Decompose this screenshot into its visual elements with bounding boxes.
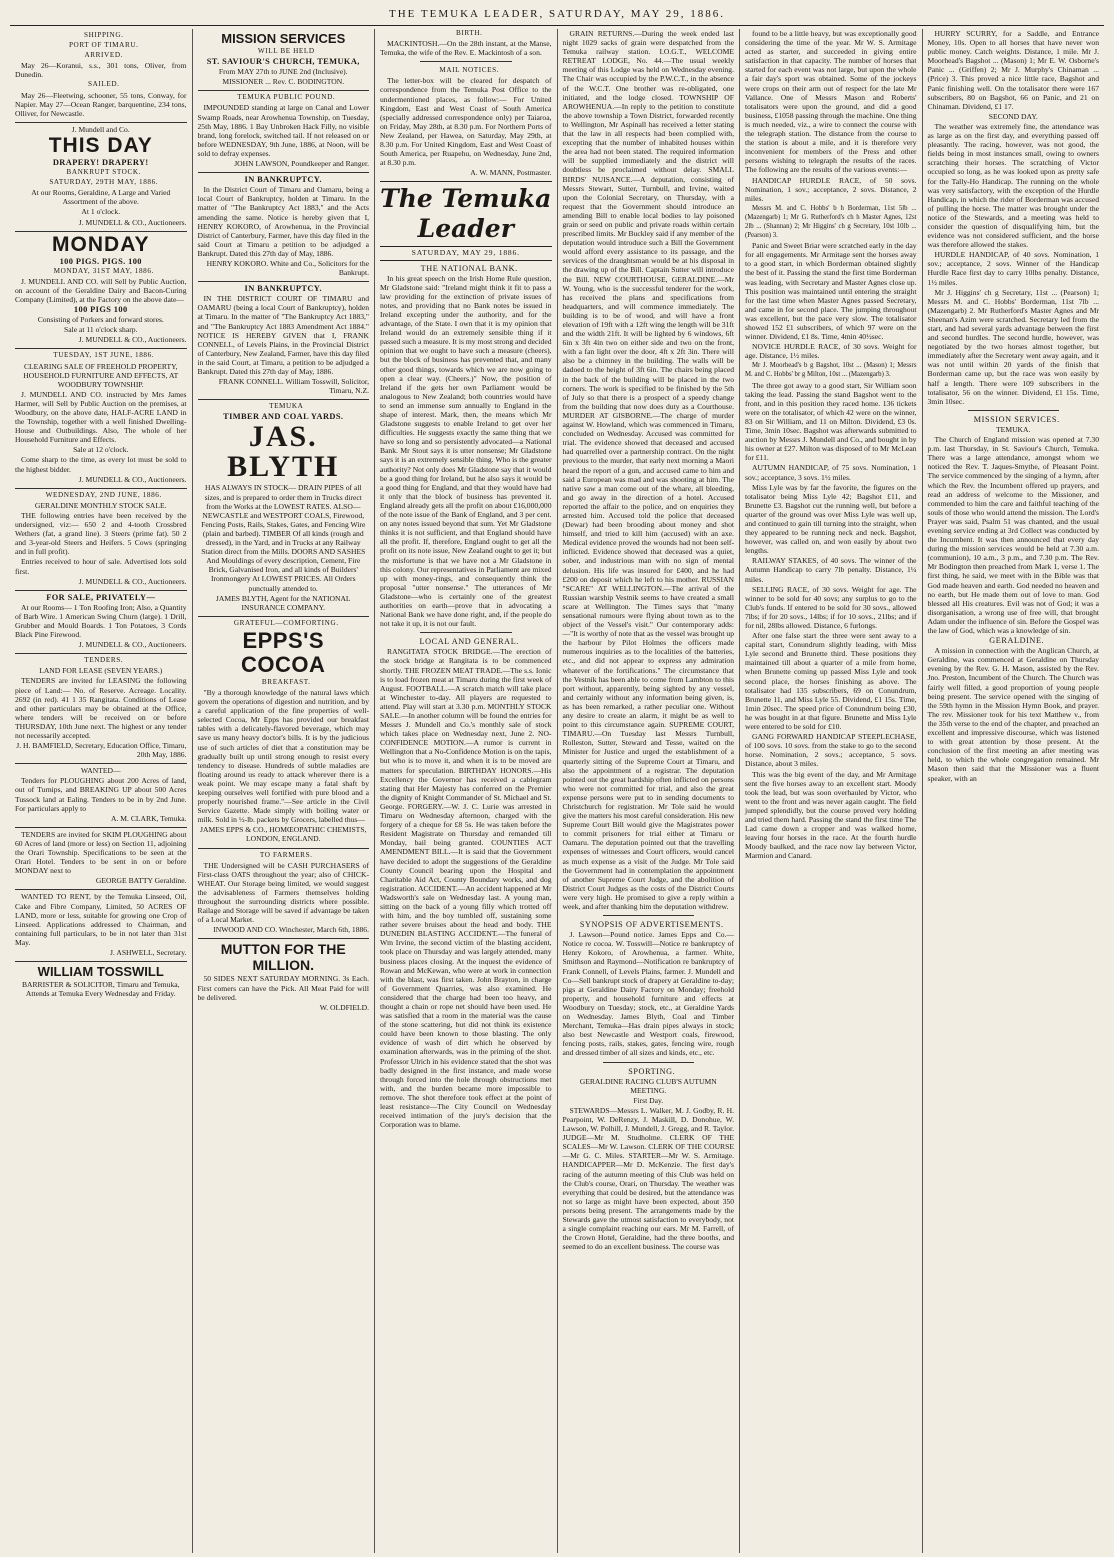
pigs-text: J. MUNDELL AND CO. will Sell by Public Auction, on account of the Geraldine Dairy and Bacon-Curing Company (Limited), at the Factory on the above date— bbox=[15, 276, 187, 304]
mutton-ad bbox=[198, 939, 370, 1015]
mission-ad bbox=[198, 29, 370, 91]
column-4 bbox=[558, 29, 741, 1553]
synopsis-heading: SYNOPSIS OF ADVERTISEMENTS. bbox=[579, 920, 724, 930]
grain-article: GRAIN RETURNS.—During the week ended last night 1029 sacks of grain were despatched from the Temuka railway station. I.O.G.T., WELCOME RETREAT LODGE, No. 44.—The usual weekly meeting of this Lodge was held on Wednesday evening. The Chair was occupied by the P.W.C.T., in the absence of the W.C.T. One brother was re-obligated, one initiated, and the lodge closed. TOWNSHIP OF AROWHENUA.—In reply to the petition to constitute the above township a Town District, forwarded recently to Wellington, Mr Aspinall has received a letter stating that the law in all respects had been complied with, excepting that the number of inhabited houses within the area had not been stated. The required information will be supplied immediately and the district will doubtless be proclaimed without delay. SMALL BIRDS' NUISANCE.—A deputation, consisting of Messrs Stewart, Sutter, Turnbull, and Irvine, waited upon the Colonial Secretary, on Thursday, with a request that the Government should introduce an amending Bill to enable local bodies to lay poisoned grain or seed on public and private roads within certain prescribed limits. Mr Buckley said if any member of the deputation would introduce such a Bill the Government would afford every assistance to its passage, and the services of the draughtsman would be at his disposal in the drawing up of the Bill. Captain Sutter will introduce the Bill. NEW COURTHOUSE, GERALDINE.—Mr W. Young, who is the successful tenderer for the work, has received the plans and specifications from headquarters, and will commence immediately. The building is to be of wood, and will have a front elevation of 19ft with a 12ft wing the length will be 31ft and the width 21ft. It will be lighted by 6 windows, 6ft 6in x 3ft 4in two on either side and two on the front, with a fan light over the door, 4ft x 2ft 3in. There will also be a chimney in the building. The walls will be dadoed to the height of 3ft 6in. The chairs being placed in the back of the building will be placed in the two corners. The work is specified to be finished by the 5th of July so that there is a prospect of a speedy change from the building that now does duty as a Courthouse. MURDER AT GISBORNE.—The charge of murder against W. Howland, which was commenced in Timaru, concluded on Wednesday. Accused was committed for trial. The evidence showed that deceased and accused had quarrelled over a partnership contract. On the night previous to the murder, that early next morning a Maori heard the report of a gun, and accused came to him and said a European was mad and was shooting at him. The native saw a man come out of the whare, all bleeding, and go away in the direction of a hotel. Accused reported the affair to the police, and on enquiries they arrested him. Accused told the police that deceased (Dewar) had been brooding about money and shot himself, and tried to kill him (accused) with an axe. Medical evidence proved the wounds had not been self-inflicted. Evidence showed that deceased was a quiet, sober, and industrious man with no sign of mental delusion. His life was insured for £400, and he had £200 on deposit which he left to his mother. RUSSIAN "SCARE" AT WELLINGTON.—The arrival of the Russian warship Vestnik seems to have created a small scare at Wellington. The Times says that "many sensational rumours were flying about town as to the object of the Vessel's visit." Our contemporary adds:—"It is worthy of note that as the vessel was brought up the harbour by Pilot Holmes the officers made numerous inquiries as to the localities of the batteries, etc., and did not appear to express any admiration whatever of the fortifications." The circumstance that the Vestnik has been able to come from Lambton to this port without, apparently, being sighted by any vessel, and certainly without any information being given, is, as has been remarked, a rather peculiar one. Without any desire to create an alarm, it might be as well to point to this circumstance again. SUPREME COURT, TIMARU.—On Tuesday last Messrs Turnbull, Rolleston, Sutter, Steward and Tesse, waited on the Minister for Justice and urged the establishment of a quarterly sitting of the Supreme Court at Timaru, and also the appointment of a registrar. The deputation pointed out the great hardship often inflicted on persons who were not committed for trial, and also the great expense persons were put to in sending documents to Christchurch for registration. Mr Tole said he would give the matters his most careful consideration. His new Supreme Court Bill would give the Magistrates power to commit prisoners for trial either at Timaru or Oamaru. The deputation pointed out that the travelling expenses of witnesses and Court officers, would cancel as much expense as a visit of the Judge. Mr Tole said the Government had in contemplation the appointment of another Supreme Court Judge, and the abolition of District Court Judges as the costs of the District Courts were very high. He promised to give a reply within a week, and after thanking him the deputation withdrew. bbox=[562, 29, 734, 911]
column-2 bbox=[193, 29, 376, 1553]
mission-sub: WILL BE HELD bbox=[257, 47, 315, 55]
lease-ad bbox=[15, 654, 187, 764]
skim-sign: GEORGE BATTY Geraldine. bbox=[95, 876, 187, 886]
novice-heading: NOVICE HURDLE RACE, of 30 sovs. Weight for age. Distance, 1½ miles. bbox=[745, 342, 917, 361]
blyth-text: HAS ALWAYS IN STOCK— DRAIN PIPES of all sizes, and is prepared to order them in Trucks direct from the Works at the LOWEST RATES. ALSO— NEWCASTLE and WESTPORT COALS, Firewood, Fencing Posts, Rails, Stakes, Gates, and Fencing Wire (plain and barbed). TIMBER Of all kinds (rough and dressed), in the Yard, and in Trucks at any Railway Station direct from the Mills. DOORS AND SASHES And Mouldings of every description, Cement, Fire Brick, Galvanised Iron, and all kinds of Builders' Ironmongery At LOWEST PRICES. All Orders punctually attended to. bbox=[201, 483, 366, 593]
bankruptcy-ad-1 bbox=[198, 173, 370, 282]
tosswill-text: BARRISTER & SOLICITOR, Timaru and Temuka, Attends at Temuka Every Wednesday and Friday. bbox=[21, 980, 180, 999]
second-day-heading: SECOND DAY. bbox=[988, 111, 1038, 121]
epps-sign: JAMES EPPS & CO., HOMŒOPATHIC CHEMISTS, LONDON, ENGLAND. bbox=[200, 825, 367, 844]
timber-heading: TIMBER AND COAL YARDS. bbox=[223, 412, 344, 422]
sat-date: SATURDAY, 29TH MAY, 1886. bbox=[49, 178, 159, 187]
clearing-text: J. MUNDELL AND CO. instructed by Mrs James Harmer, will Sell by Public Auction on the premises, at Woodbury, on the above date, HALF-ACRE LAND in the Township, together with a well finished Dwelling-House and Outbuildings. Also, The whole of her Household Furniture and Effects. bbox=[15, 389, 187, 445]
sporting-heading: SPORTING. bbox=[628, 1066, 676, 1076]
skim-text: TENDERS are invited for SKIM PLOUGHING about 60 Acres of land (more or less) on Section 11, adjoining the Orari Township. Specifications to be seen at the Orari Hotel. Tenders to be sent in on or before MONDAY next to bbox=[15, 829, 187, 876]
column-3 bbox=[375, 29, 558, 1553]
mission-missioner: MISSIONER ... Rev. C. BODINGTON. bbox=[222, 77, 345, 87]
geraldine-article: A mission in connection with the Anglican Church, at Geraldine, was commenced at Geraldine on Thursday evening by the Rev. G. H. Mason, assisted by the Rev. Jno. Preston, Incumbent of the Church. The Church was fairly well filled, a good proportion of young people being present. The service opened with the singing of the 59th hymn in the Mission Hymn Book, and prayer. The rev. Missioner took for his text Matthew v., from the 35th verse to the end of the chapter, and preached an excellent and impressive discourse, which was listened to with great attention by those present. At the conclusion of the first meeting an after meeting was held, to which the whole congregation remained. Mr Mason then said that the Missioner was a fluent speaker, with an bbox=[927, 646, 1099, 783]
sat-time: At 1 o'clock. bbox=[81, 207, 121, 217]
hurry-scurry-text: HURRY SCURRY, for a Saddle, and Entrance Money, 10s. Open to all horses that have never won public money. Catch weights. Distance, 1 mile. Mr J. Moorhead's Bagshot ... (Mason) 1; Mr E. W. Osborne's Panic ... (Griffen) 2; Mr J. Murphy's Chinaman ... (Price) 3. This proved a nice little race, Bagshot and Panic finishing well. On the totalisator there were 167 subscribers, 80 on Bagshot, 66 on Panic, and 21 on Chinaman. Dividend, £1 17. bbox=[927, 29, 1099, 111]
birth-text: MACKINTOSH.—On the 28th instant, at the Manse, Temuka, the wife of the Rev. E. Mackintosh of a son. bbox=[380, 39, 552, 58]
drapery-ad bbox=[15, 123, 187, 232]
divider bbox=[968, 410, 1060, 411]
column-5 bbox=[740, 29, 923, 1553]
farmers-heading: TO FARMERS. bbox=[259, 850, 313, 859]
mission-dates: From MAY 27th to JUNE 2nd (Inclusive). bbox=[218, 67, 348, 77]
pound-text: IMPOUNDED standing at large on Canal and Lower Swamp Roads, near Arowhenua Township, on Tuesday, 25th May, 1886. 1 Bay Unbroken Hack Filly, no visible brand, long forelock, switched tail. If not released on or before WEDNESDAY, 9th June, 1886, at Noon, will be sold to defray expenses. bbox=[197, 103, 369, 158]
monday-date: MONDAY, 31ST MAY, 1886. bbox=[53, 266, 154, 275]
pound-ad bbox=[198, 91, 370, 173]
sailed-text: May 26—Fleetwing, schooner, 55 tons, Conway, for Napier. May 27—Ocean Ranger, barquentine, 234 tons, Olliver, for Newcastle. bbox=[15, 90, 187, 118]
column-6 bbox=[923, 29, 1105, 1553]
tuesday-date: TUESDAY, 1ST JUNE, 1886. bbox=[53, 351, 155, 360]
autumn-text: Miss Lyle was by far the favorite, the figures on the totalisator being Miss Lyle 42; Bagshot £11, and Brunette £3. Bagshot cut the running well, but before a quarter of the ground was over Miss Lyle was well up, and continued to gain till turning into the straight, when they appeared to be running neck and neck. Bagshot, however, was called on, and won easily by about two lengths. bbox=[745, 482, 917, 556]
divider bbox=[603, 915, 695, 916]
local-article: RANGITATA STOCK BRIDGE.—The erection of the stock bridge at Rangitata is to be commenced shortly. THE FROZEN MEAT TRADE.—The s.s. Ionic is to load frozen meat at Timaru during the first week of August. FOOTBALL.—A scratch match will take place at Winchester to-day. All players are requested to attend. Play will start at 3.30 p.m. MONTHLY STOCK SALE.—In another column will be found the entries for Messrs J. Mundell and Co.'s monthly sale of stock which takes place on Wednesday next, June 2. NO-CONFIDENCE MOTION.—A rumor is current in Wellington that a No-Confidence Motion is on the tapis, but who is to move it, and when it is to be moved are matters for speculation. BIRTHDAY HONORS.—His Excellency the Governor has received a cablegram stating that Her Majesty has conferred on the Premier the dignity of Knight Commander of St. Michael and St. George. FORGERY.—W. J. C. Lurie was arrested in Timaru on Wednesday afternoon, charged with the forgery of a cheque for £8 5s. He was taken before the Resident Magistrate on Thursday and remanded till Monday, bail being granted. COUNTIES ACT AMENDMENT BILL.—It is said that the Government have decided to adopt the suggestions of the Geraldine County Council bearing upon the Hospital and Charitable Aid Act, County Boundary works, and dog registration. ACCIDENT.—An accident happened at Mr Wadsworth's sale on Wednesday last. A young man, sitting on the back of a young filly which trotted off with him, and the boy tumbled off, sustaining some rather severe bruises about the head and body. THE DUNEDIN BLASTING ACCIDENT.—The funeral of Wm Irvine, the second victim of the blasting accident, took place on Thursday and was largely attended, many business places closing. At the inquest the evidence of Rowan and McKewan, who were at work in connection with the blast, was first taken. John Brayton, in charge of Government Quarries, was also examined. He considered that the charge had been too heavy, and thought a chain or rope net should have been used. He was satisfied that a room in the material was the cause of the stone scattering, but did not think its existence could have been known to those blasting. The only evidence of wash of dirt which he observed by examination afterwards, was in the priming of the shot. Professor Ulrich in his evidence stated that the shot was badly designed in the first instance, and made worse through forced into the hole through obstructions met with, and the burden became more impossible to remove. The shot therefore took effect at the point of least resistance—The City Council on Wednesday received intimation of the jury's decision that the Corporation was to blame. bbox=[380, 647, 552, 1130]
wanted-ad bbox=[15, 764, 187, 828]
running-head: THE TEMUKA LEADER, SATURDAY, MAY 29, 1886. bbox=[10, 8, 1104, 26]
second-day-text: The weather was extremely fine, the attendance was as large as on the first day, and everything passed off pleasantly. The racing, however, was not good, the fields being in most instances small, owing to owners scratching their horses. The scratching of Victor occupied so long, as he was looked upon as pretty safe for the Tally-Ho Handicap. The running on the whole was very satisfactory, with the exception of the Hurdle Handicap, in which the rider of Borderman was accused of pulling the horse. The matter was brought under the notice of the Stewards, and a meeting was held to consider the question of disqualifying him, but the evidence was not considered sufficient, and the horse was therefore allowed the stakes. bbox=[927, 121, 1099, 250]
blyth-heading: JAS. BLYTH bbox=[227, 420, 340, 484]
clearing-time: Sale at 12 o'clock. bbox=[73, 445, 129, 455]
arrived-text: May 26—Koranui, s.s., 301 tons, Oliver, from Dunedin. bbox=[15, 61, 187, 80]
wanted-text: Tenders for PLOUGHING about 200 Acres of land, out of Turnips, and BREAKING UP about 500 Acres Tussock land at Ealing. Tenders to be in by 2nd June. For particulars apply to bbox=[15, 776, 187, 813]
bankruptcy-heading-2: IN BANKRUPTCY. bbox=[244, 284, 322, 294]
bankruptcy-text-1: In the District Court of Timaru and Oamaru, being a local Court of Bankruptcy, holden at Timaru. In the matter of "The Bankruptcy Act 1883," and the Acts amending the same. Notice is hereby given that I, HENRY KOKORO, of Arowhenua, in the Provincial District of Canterbury, Farmer, have this day filed in the said Court at Timaru a petition to be adjudged a Bankrupt. Dated this 27th day of May, 1886. bbox=[197, 185, 369, 258]
stock-note: Entries received to hour of sale. Advertised lots sold first. bbox=[15, 557, 187, 576]
bankruptcy-text-2: IN THE DISTRICT COURT OF TIMARU and OAMARU (being a local Court of Bankruptcy), holden at Timaru. In the matter of "The Bankruptcy Act 1883," and "The Bankruptcy Act 1883 Amendment Act 1884." NOTICE IS HEREBY GIVEN that I, FRANK CONNELL, of Levels Plains, in the Provincial District of Canterbury, New Zealand, Farmer, have this day filed in the said Court, at Timaru, a petition to be adjudged a Bankrupt. Dated this 27th day of May, 1886. bbox=[197, 294, 369, 376]
drapery-heading: DRAPERY! DRAPERY! bbox=[52, 157, 149, 167]
pigs-line: 100 PIGS 100 bbox=[73, 305, 128, 315]
pound-sign: JOHN LAWSON, Poundkeeper and Ranger. bbox=[234, 159, 369, 169]
bankruptcy-sign-2: FRANK CONNELL. William Tosswill, Solicitor, Timaru, N.Z. bbox=[218, 377, 369, 396]
pigs-auctioneers: J. MUNDELL & CO., Auctioneers. bbox=[78, 335, 187, 345]
mutton-text: 50 SIDES NEXT SATURDAY MORNING. 3s Each. First comers can have the Pick. All Meat Paid for will be delivered. bbox=[197, 974, 369, 1002]
skim-ad bbox=[15, 828, 187, 891]
birth-heading: BIRTH. bbox=[455, 29, 483, 37]
rent-sign: J. ASHWELL, Secretary. bbox=[110, 947, 187, 957]
gang-heading: GANG FORWARD HANDICAP STEEPLECHASE, of 100 sovs. 10 sovs. from the stake to go to the second horse. Nomination, 2 sovs.; acceptance, 5 sovs. Distance, about 3 miles. bbox=[745, 732, 917, 769]
mission-place: TEMUKA. bbox=[996, 424, 1031, 434]
breakfast-heading: BREAKFAST. bbox=[261, 677, 311, 686]
pigs-heading: 100 PIGS. PIGS. 100 bbox=[59, 256, 142, 266]
for-sale-text: At our Rooms— 1 Ton Roofing Iron; Also, a Quantity of Barb Wire. 1 American Swing Churn (large). 1 Drill, Grubber and Mould Boards. 1 Ton Potatoes, 3 Cords Black Pine Firewood. bbox=[15, 602, 187, 640]
synopsis-text: J. Lawson—Pound notice. James Epps and Co.—Notice re cocoa. W. Tosswill—Notice re bankruptcy of Henry Kokoro, of Arowhenua, a farmer. White, Smithson and Raymond—Notification re bankruptcy of Frank Connell, of Levels Plains, farmer. J. Mundell and Co—Sell bankrupt stock of drapery at Geraldine to-day; pigs at Geraldine Dairy Factory on Monday; freehold property, and household furniture and effects at Woodbury on Tuesday; stock, etc., at Geraldine Yards on Wednesday. James Blyth, Coal and Timber Merchant, Temuka—Has drain pipes always in stock; also best Newcastle and Westport coals, firewood, fencing posts, rails, stakes, gates, fencing wire, rough and dressed timber of all sizes and kinds, etc., etc. bbox=[562, 930, 734, 1058]
for-sale-auctioneers: J. MUNDELL & CO., Auctioneers. bbox=[78, 640, 187, 650]
bankruptcy-heading-1: IN BANKRUPTCY. bbox=[244, 175, 322, 185]
stock-text: THE following entries have been received by the undersigned, viz:— 650 2 and 4-tooth Crossbred Wethers (fat, a grand line). 3 Steers (prime fat). 50 2 and 3-year-old Steers and Heifers. 5 Cows (springing and in full profit). bbox=[15, 510, 187, 557]
clearing-ad bbox=[15, 349, 187, 488]
racing-heading: GERALDINE RACING CLUB'S AUTUMN MEETING. bbox=[579, 1076, 717, 1095]
pigs-desc: Consisting of Porkers and forward stores. bbox=[37, 315, 164, 325]
tosswill-ad bbox=[15, 962, 187, 1002]
private-sale-ad bbox=[15, 591, 187, 655]
railway-heading: RAILWAY STAKES, of 40 sovs. The winner of the Autumn Handicap to carry 7lb penalty. Distance, 1¼ miles. bbox=[745, 556, 917, 584]
wednesday-date: WEDNESDAY, 2ND JUNE, 1886. bbox=[45, 490, 162, 499]
grateful-heading: GRATEFUL—COMFORTING. bbox=[233, 618, 339, 627]
selling-text: After one false start the three were sent away to a capital start, Conundrum slightly leading, with Miss Lyle second and Brunette third. These positions they maintained till about a quarter of a mile from home, when Brunette coming up passed Miss Lyle and took second place, the horses finishing as above. The totalisator had 135 subscribers, 69 on Conundrum, Brunette 11, and Miss Lyle 55. Dividend, £1 15s. Time, 1min 20sec. The speed price of Conundrum being £30, he was bought in at that figure. Brunette and Miss Lyle were entered to be sold for £10. bbox=[745, 631, 917, 732]
clearing-heading: CLEARING SALE OF FREEHOLD PROPERTY, HOUSEHOLD FURNITURE AND EFFECTS, AT WOODBURY TOWNSHIP. bbox=[23, 361, 179, 389]
racing-continued: found to be a little heavy, but was exceptionally good considering the time of the year. Mr W. S. Armitage acted as starter, and succeeded in giving entire satisfaction in that capacity. The number of horses that started for each event was not large, but upon the whole a fair day's sport was obtained. Some of the jockeys were crops on their arm out of respect for the late Mr Vallance. One of Messrs Mason and Roberts' totalisators were upon the ground, and did a good business, £1058 passing through the machine. One thing is much needed, viz., a wire to connect the course with the telegraph station. The distance from the course to the station is about a mile, and it is therefore very inconvenient for members of the Press and other persons wishing to telegraph the results of the races. The following are the results of the various events:— bbox=[745, 29, 917, 175]
hurdle2-heading: HURDLE HANDICAP, of 40 sovs. Nomination, 1 sov.; acceptance, 2 sovs. Winner of the Handicap Hurdle Race first day to carry 10lbs penalty. Distance, 1½ miles. bbox=[927, 250, 1099, 287]
epps-ad bbox=[198, 617, 370, 849]
novice-entries: Mr J. Moorhead's b g Bagshot, 10st ... (Mason) 1; Messrs M. and C. Hobbs' br g Milton, 10st ... (Mazengarb) 3. bbox=[745, 362, 917, 379]
divider bbox=[420, 61, 512, 62]
mutton-heading: MUTTON FOR THE MILLION. bbox=[220, 941, 346, 974]
sat-text: At our Rooms, Geraldine, A Large and Varied Assortment of the above. bbox=[31, 188, 171, 207]
pigs-ad bbox=[15, 232, 187, 350]
bankrupt-stock: BANKRUPT STOCK. bbox=[66, 168, 142, 177]
pound-heading: TEMUKA PUBLIC POUND. bbox=[237, 93, 336, 102]
stock-auctioneers: J. MUNDELL & CO., Auctioneers. bbox=[78, 576, 187, 586]
hurdle-text: Panic and Sweet Briar were scratched early in the day for all engagements. Mr Armitage sent the horses away to a good start, in which Borderman obtained slightly the best of it. Passing the stand the first time Borderman was leading, with Secretary and Master Agnes close up. This position was maintained until entering the straight for the last time when Master Agnes passed Secretary, and came in for second place. The jumping throughout was excellent, but the pace very slow. The totalisator showed 152 £1 subscribers, of which 97 were on the winner. Dividend, £1 8s. Time, 4min 40½sec. bbox=[745, 241, 917, 342]
for-sale-heading: FOR SALE, PRIVATELY— bbox=[46, 592, 156, 602]
mail-heading: MAIL NOTICES. bbox=[439, 66, 500, 75]
lease-heading: LAND FOR LEASE (SEVEN YEARS.) bbox=[39, 666, 163, 676]
mission-heading: MISSION SERVICES bbox=[221, 31, 346, 46]
wanted-heading: WANTED— bbox=[80, 766, 121, 776]
sat-auctioneers: J. MUNDELL & CO., Auctioneers. bbox=[78, 217, 187, 227]
mail-text: The letter-box will be cleared for despatch of correspondence from the Temuka Post Office to the undermentioned places, as follow:— For United Kingdom, East and West Coast of South America (specially addressed correspondence only) per Taiaroa, on Friday, May 28th, at 8.30 p.m. For Northern Ports of New Zealand, per Hawea, on Saturday, May 29th, at 8.30 p.m. For United Kingdom, East and West Coast of South America, per Ruapehu, on Wednesday, June 2nd, at 8.30 p.m. bbox=[380, 76, 552, 168]
clearing-auctioneers: J. MUNDELL & CO., Auctioneers. bbox=[78, 474, 187, 484]
hurdle-heading: HANDICAP HURDLE RACE, of 50 sovs. Nomination, 1 sov.; acceptance, 2 sovs. Distance, 2 miles. bbox=[745, 175, 917, 203]
epps-heading: EPPS'S COCOA bbox=[241, 627, 326, 677]
geraldine-heading: GERALDINE. bbox=[989, 636, 1045, 646]
local-heading: LOCAL AND GENERAL. bbox=[419, 637, 519, 647]
mutton-sign: W. OLDFIELD. bbox=[319, 1002, 369, 1012]
hurdle-entries: Messrs M. and C. Hobbs' b h Borderman, 11st 5lb ... (Mazengarb) 1; Mr G. Rutherford's ch h Master Agnes, 12st 2lb ... (Shannan) 2; Mr Higgins' ch g Secretary, 10st 10lb ... (Pearson) 3. bbox=[745, 204, 917, 240]
farmers-ad bbox=[198, 849, 370, 940]
this-day-heading: THIS DAY bbox=[48, 133, 153, 157]
sailed-label: SAILED. bbox=[87, 80, 120, 89]
mission-services-heading: MISSION SERVICES. bbox=[973, 414, 1060, 424]
shipping-sub: PORT OF TIMARU. bbox=[68, 41, 139, 50]
monday-heading: MONDAY bbox=[52, 232, 150, 256]
masthead-date: SATURDAY, MAY 29, 1886. bbox=[380, 248, 552, 260]
pigs-time: Sale at 11 o'clock sharp. bbox=[64, 325, 138, 335]
firm-name: J. Mundell and Co. bbox=[71, 124, 130, 134]
rent-ad bbox=[15, 890, 187, 962]
tenders-heading: TENDERS. bbox=[84, 656, 124, 665]
racing-text: STEWARDS—Messrs L. Walker, M. J. Godby, R. H. Pearpoint, W. DeRenzy, J. Maskill, D. Donohue, W. Lawson, W. Polhill, J. Mundell, J. Gregg, and R. Taylor. JUDGE—Mr M. Studholme. CLERK OF THE SCALES—Mr W. Lawson. CLERK OF THE COURSE—Mr G. C. Miles. STARTER—Mr W. S. Armitage. HANDICAPPER—Mr D. McKenzie. The first day's racing of the autumn meeting of this Club was held on the Club's course, Orari, on Thursday. The weather was everything that could be desired, but the attendance was not so large as might have been expected, about 350 persons being present. The arrangements made by the Stewards gave the utmost satisfaction to everybody, not a single complaint reaching our ears. Mr M. Farrell, of the Crown Hotel, Geraldine, had the three booths, and seemed to do an excellent business. The course was bbox=[562, 1105, 734, 1252]
shipping-head: SHIPPING. bbox=[83, 31, 124, 39]
clearing-note: Come sharp to the time, as every lot must be sold to the highest bidder. bbox=[15, 455, 187, 474]
divider bbox=[420, 632, 512, 633]
hurdle2-text: Mr J. Higgins' ch g Secretary, 11st ... (Pearson) 1; Messrs M. and C. Hobbs' Borderman, 11st 7lb ... (Mazengarb) 2. Mr Rutherford's Master Agnes and Mr Sheenan's Azim were scratched. Secretary led from the start, and had several yards advantage between the first and second hurdles. The second hurdle, however, was negotiated by the two horses almost together, but immediately after the Secretary went away again, and it was not until within 20 yards of the finish that Borderman came up, but the race was won easily by half a length. There were 109 subscribers in the totalisator, 56 on the winner. Dividend, £1 15s. Time, 3min 10sec. bbox=[927, 287, 1099, 406]
autumn-heading: AUTUMN HANDICAP, of 75 sovs. Nomination, 1 sov.; acceptance, 3 sovs. 1½ miles. bbox=[745, 463, 917, 482]
bankruptcy-ad-2 bbox=[198, 282, 370, 400]
column-1 bbox=[10, 29, 193, 1553]
bank-heading: THE NATIONAL BANK. bbox=[420, 263, 518, 273]
rent-text: WANTED TO RENT, by the Temuka Linseed, Oil, Cake and Fibre Company, Limited, 50 ACRES OF LAND, more or less, suitable for growing one Crop of Linseed. Applications addressed to Chairman, and containing full particulars, to be in not later than 31st May. bbox=[15, 892, 187, 947]
farmers-text: THE Undersigned will be CASH PURCHASERS of First-class OATS throughout the year; also of CHICK-WHEAT. Our Storage being limited, we would suggest the advisableness of Farmers themselves holding throughout the surrounding districts where possible. Railage and Storage will be saved if advantage be taken of a Local Market. bbox=[197, 860, 369, 925]
mail-sign: A. W. MANN, Postmaster. bbox=[470, 168, 552, 178]
tosswill-heading: WILLIAM TOSSWILL bbox=[37, 964, 164, 980]
arrived-label: ARRIVED. bbox=[84, 51, 124, 60]
novice-text: The three got away to a good start, Sir William soon taking the lead. Passing the stand Bagshot went to the front, and in this position they raced home. 136 tickets were on the totalisator, of which 42 were on the winner, 83 on Sir William, and 11 on Milton. Dividend, £3 0s. Time, 3min 10sec. Bagshot was afterwards submitted to auction by Messrs J. Mundell and Co., and bought in by his owner at £27. Milton was disposed of to Mr McLean for £11. bbox=[745, 380, 917, 463]
stock-sale-heading: GERALDINE MONTHLY STOCK SALE. bbox=[34, 500, 167, 510]
bank-article: In his great speech on the Irish Home Rule question, Mr Gladstone said: "Ireland might think it fit to pass a law providing for the extinction of private issues of notes, and providing that no Bank notes be issued in Ireland excepting under the authority, and for the advantage, of the State. I own that it is my opinion that Ireland would do an extremely sensible thing if it passed such a measure. It is my most strong and decided opinion that we ought to have such a measure (cheers), but the block of business has prevented that, and many other good things, towards which we are now going to open a clear way. (Cheers.)" Now, the position of Ireland if the gets her own Parliament would be analogous to New Zealand; both countries would have to send an immense sum annually to England in the shape of interest. Mark, then, the means which Mr Gladstone suggests to enable Ireland to get over her difficulties. He suggests exactly the same thing that we have so long and so persistently advocated—a National Bank. Mr Stout says it is utter nonsense; Mr Gladstone says it is an extremely sensible thing. Who is the greater authority? Not only does Mr Gladstone say that it would be a good thing for Ireland, but he also says it would be a good thing for England, and that they would have had it only that the block of business has prevented it. England already gets all the profit on about £16,000,000 of the note issue of the Bank of England, and 3 per cent. on any notes issued beyond that sum. Yet Mr Gladstone thinks it is not sufficient, and that England should have all the profit. If, therefore, England ought to get all the profit on its note issue, New Zealand ought to get it; but the misfortune is that we have not a Mr Gladstone in this colony. Our representatives in Parliament are mixed up with money-rings, and consequently think the proposal "utter nonsense." The utterances of Mr Gladstone—who is certainly one of the greatest authorities on earth—prove that in advocating a National Bank we have done right, and, if the people do not take it up, it is not our fault. bbox=[380, 273, 552, 629]
bankruptcy-sign-1: HENRY KOKORO. White and Co., Solicitors for the Bankrupt. bbox=[206, 258, 369, 278]
columns bbox=[10, 29, 1104, 1553]
farmers-sign: INWOOD AND CO. Winchester, March 6th, 1886. bbox=[213, 925, 369, 935]
gang-text: This was the big event of the day, and Mr Armitage sent the five horses away to an excellent start. Moody took the lead, but was soon overhauled by Victor, who went to the front and was never again caught. The field jumped splendidly, but the course proved very holding and tried them hard. Passing the stand the first time The Lad came down a cropper and was walked home, leaving four horses in the race. At the fourth hurdle Moody baulked, and the race now lay between Victor, Marmion and Canard. bbox=[745, 769, 917, 861]
mission-article: The Church of England mission was opened at 7.30 p.m. last Thursday, in St. Saviour's Church, Temuka. There was a large attendance, amongst whom we noticed the Rev. T. Jaques-Smythe, of Pleasant Point. The service commenced by the singing of a hymn, after which the Rev. the Incumbent offered up prayers, and read an address of welcome to the Missioner, and commended to him the care and faithful teaching of the souls of those who would attend the mission. The Lord's Prayer was said, Psalm 51 was chanted, and the usual evening service ending at 3rd Collect was conducted by the Incumbent. It was then announced that every day during the mission services would be held at 7.30 a.m. (communion), 10 a.m., 3 p.m., and 7.30 p.m. The Rev. Mr Bodington then preached from Mark 1, verse 1. The first thing, he said, we meet with in the Bible was that God made heaven and earth. God needed no heaven and no earth, but He made them out of love to man. God blessed all His creatures. Evil was not of God; it was a disorganisation, a wrong use of free will, that brought Adam under the influence of sin. Before the Gospel was the law of God, which was a knowledge of sin. bbox=[927, 435, 1099, 635]
mission-church: ST. SAVIOUR'S CHURCH, TEMUKA, bbox=[206, 57, 360, 67]
epps-text: "By a thorough knowledge of the natural laws which govern the operations of digestion and nutrition, and by a careful application of the fine properties of well-selected Cocoa, Mr Epps has provided our breakfast tables with a delicately-flavored beverage, which may save us many heavy doctor's bills. It is by the judicious use of such articles of diet that a constitution may be gradually built up until strong enough to resist every tendency to disease. Hundreds of subtle maladies are floating around us ready to attack wherever there is a weak point. We may escape many a fatal shaft by keeping ourselves well fortified with pure blood and a properly nourished frame."—See article in the Civil Service Gazette. Made simply with boiling water or milk. Sold in ½-lb. packets by Grocers, labelled thus— bbox=[197, 687, 369, 825]
blyth-ad bbox=[198, 400, 370, 617]
divider bbox=[603, 1062, 695, 1063]
timber-place: TEMUKA bbox=[269, 402, 304, 411]
lease-text: TENDERS are invited for LEASING the following piece of Land:— No. of Reserve. Acreage. Locality. 2692 (in red). 41 1 35 Rangitata. Conditions of Lease and other particulars may be obtained at the Office, where tenders will be received on or before THURSDAY, 10th June next. The highest or any tender not necessarily accepted. bbox=[15, 676, 187, 740]
shipping-notice bbox=[15, 29, 187, 123]
wanted-sign: A. M. CLARK, Temuka. bbox=[111, 813, 187, 823]
blyth-sign: JAMES BLYTH, Agent for the NATIONAL INSURANCE COMPANY. bbox=[215, 593, 351, 612]
selling-heading: SELLING RACE, of 30 sovs. Weight for age. The winner to be sold for 40 sovs; any surplus to go to the Club's funds. If entered to be sold for 30 sovs., allowed 7lbs; if for 20 sovs., 14lbs; if for 10 sovs., 21lbs; and if for nil, 28lbs allowed. Distance, 6 furlongs. bbox=[745, 584, 917, 630]
masthead-title: The Temuka Leader bbox=[380, 181, 552, 247]
lease-sign: J. H. BAMFIELD, Secretary, Education Office, Timaru, 20th May, 1886. bbox=[16, 741, 187, 760]
first-day-heading: First Day. bbox=[633, 1095, 664, 1105]
stock-sale-ad bbox=[15, 489, 187, 591]
